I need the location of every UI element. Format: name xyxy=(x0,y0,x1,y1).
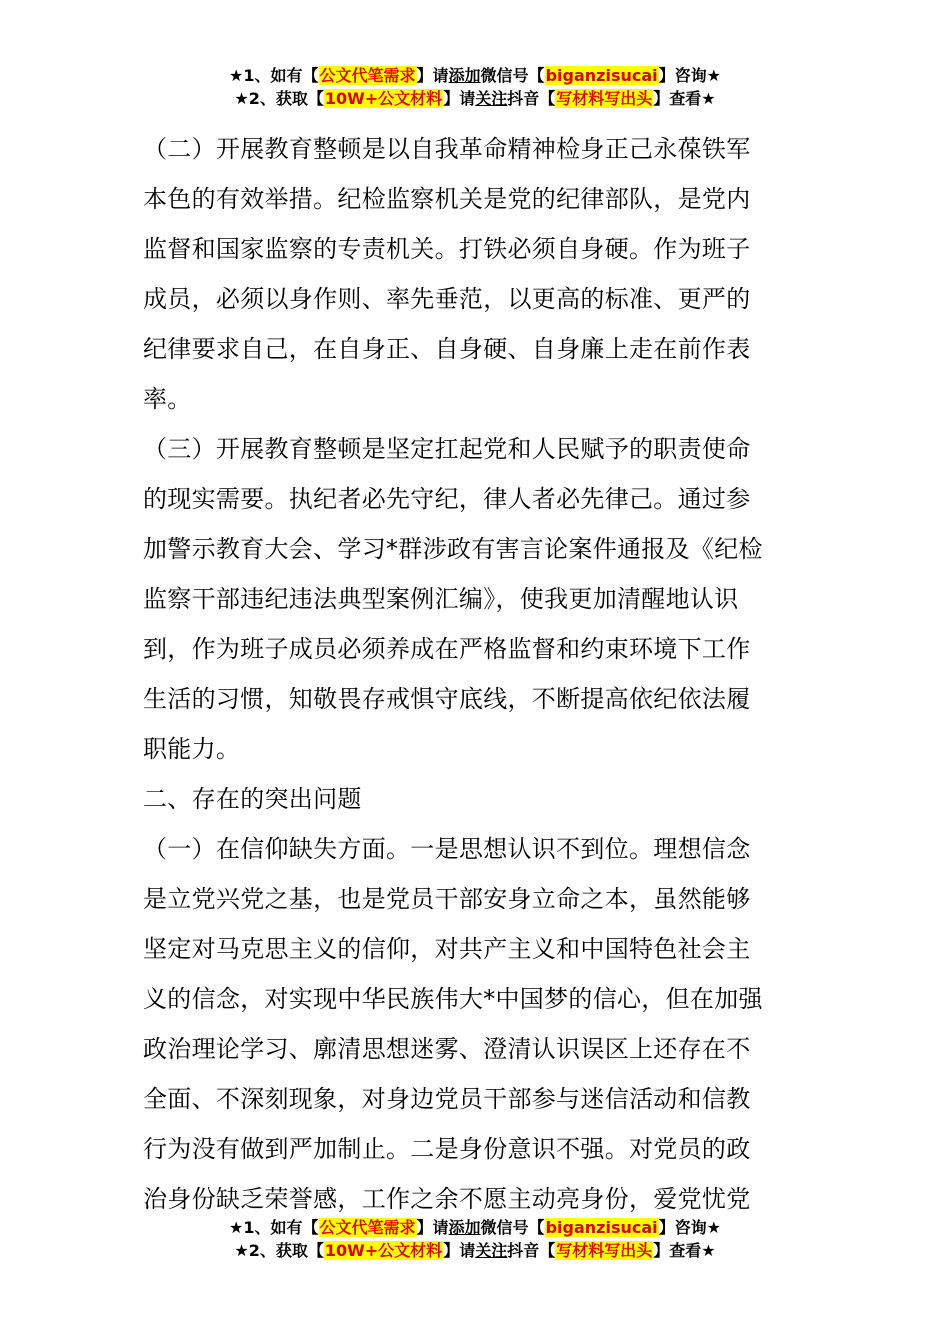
banner-text: 】查看★ xyxy=(653,89,716,108)
banner-text: 抖音【 xyxy=(507,89,556,108)
banner-line-1 xyxy=(0,64,950,87)
banner-highlight: 公文代笔需求 xyxy=(319,66,416,85)
banner-highlight: 写材料写出头 xyxy=(556,1241,653,1260)
banner-text: 】咨询★ xyxy=(658,1218,721,1237)
banner-text: ★1、如有【 xyxy=(229,66,319,85)
text-line: 成员，必须以身作则、率先垂范，以更高的标准、更严的 xyxy=(143,285,751,313)
text-line: 纪律要求自己，在自身正、自身硬、自身廉上走在前作表 xyxy=(143,335,751,363)
text-line: 的现实需要。执纪者必先守纪，律人者必先律己。通过参 xyxy=(143,485,751,513)
text-line: 义的信念，对实现中华民族伟大*中国梦的信心，但在加强 xyxy=(143,985,763,1013)
banner-highlight: 公文代笔需求 xyxy=(319,1218,416,1237)
banner-text: 】请 xyxy=(416,66,449,85)
text-line: 政治理论学习、廓清思想迷雾、澄清认识误区上还存在不 xyxy=(143,1035,751,1063)
document-body xyxy=(143,124,807,1224)
banner-highlight: 10W+公文材料 xyxy=(324,1241,443,1260)
text-line: 生活的习惯，知敬畏存戒惧守底线，不断提高依纪依法履 xyxy=(143,685,751,713)
footer-banner xyxy=(0,1216,950,1262)
banner-text: ★2、获取【 xyxy=(234,89,324,108)
banner-line-1 xyxy=(0,1216,950,1239)
banner-underline: 添加 xyxy=(448,1218,481,1237)
text-line: 监察干部违纪违法典型案例汇编》，使我更加清醒地认识 xyxy=(143,585,739,613)
text-line: 治身份缺乏荣誉感，工作之余不愿主动亮身份，爱党忧党 xyxy=(143,1185,751,1213)
banner-text: 】查看★ xyxy=(653,1241,716,1260)
text-line: 行为没有做到严加制止。二是身份意识不强。对党员的政 xyxy=(143,1135,751,1163)
banner-text: 】请 xyxy=(443,1241,476,1260)
banner-text: 微信号【 xyxy=(480,1218,545,1237)
banner-text: 微信号【 xyxy=(480,66,545,85)
text-line: 率。 xyxy=(143,385,192,413)
banner-highlight: 写材料写出头 xyxy=(556,89,653,108)
banner-highlight: biganzisucai xyxy=(545,66,658,85)
text-line: 是立党兴党之基，也是党员干部安身立命之本，虽然能够 xyxy=(143,885,751,913)
text-line: 本色的有效举措。纪检监察机关是党的纪律部队，是党内 xyxy=(143,185,751,213)
banner-text: ★1、如有【 xyxy=(229,1218,319,1237)
banner-text: ★2、获取【 xyxy=(234,1241,324,1260)
text-line: （二）开展教育整顿是以自我革命精神检身正己永葆铁军 xyxy=(143,135,751,163)
banner-line-2 xyxy=(0,1239,950,1262)
text-line: 监督和国家监察的专责机关。打铁必须自身硬。作为班子 xyxy=(143,235,751,263)
banner-underline: 关注 xyxy=(475,1241,508,1260)
banner-text: 抖音【 xyxy=(507,1241,556,1260)
banner-underline: 添加 xyxy=(448,66,481,85)
banner-highlight: biganzisucai xyxy=(545,1218,658,1237)
text-line: （三）开展教育整顿是坚定扛起党和人民赋予的职责使命 xyxy=(143,435,751,463)
banner-line-2 xyxy=(0,87,950,110)
text-line: （一）在信仰缺失方面。一是思想认识不到位。理想信念 xyxy=(143,835,751,863)
text-line: 坚定对马克思主义的信仰，对共产主义和中国特色社会主 xyxy=(143,935,751,963)
banner-underline: 关注 xyxy=(475,89,508,108)
banner-highlight: 10W+公文材料 xyxy=(324,89,443,108)
text-line: 加警示教育大会、学习*群涉政有害言论案件通报及《纪检 xyxy=(143,535,763,563)
section-heading: 二、存在的突出问题 xyxy=(143,785,362,813)
header-banner xyxy=(0,64,950,110)
text-line: 职能力。 xyxy=(143,735,241,763)
banner-text: 】咨询★ xyxy=(658,66,721,85)
banner-text: 】请 xyxy=(443,89,476,108)
text-line: 全面、不深刻现象，对身边党员干部参与迷信活动和信教 xyxy=(143,1085,751,1113)
text-line: 到，作为班子成员必须养成在严格监督和约束环境下工作 xyxy=(143,635,751,663)
banner-text: 】请 xyxy=(416,1218,449,1237)
